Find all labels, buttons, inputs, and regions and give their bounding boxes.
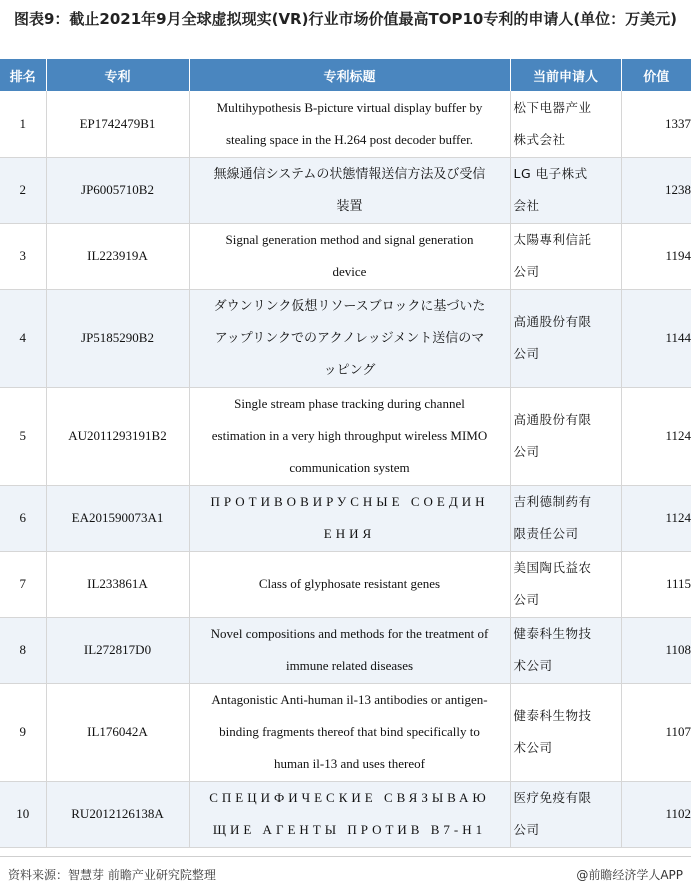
cell-patent-title — [189, 485, 510, 551]
cell-patent-title — [189, 223, 510, 289]
applicant-line: 公司 — [513, 592, 540, 607]
cell-value: 1337 — [621, 91, 691, 157]
cell-applicant — [510, 387, 621, 485]
cell-patent-title — [189, 289, 510, 387]
applicant-line: 株式会社 — [513, 131, 566, 147]
patent-title-line: device — [332, 264, 367, 279]
patent-title-line: Multihypothesis B-picture virtual display buffer by — [216, 99, 483, 115]
patent-title-line: human il-13 and uses thereof — [274, 756, 425, 771]
table-row — [0, 289, 691, 387]
cell-patent-title — [189, 683, 510, 781]
table-row — [0, 683, 691, 781]
patent-title-line: Signal generation method and signal generation — [225, 232, 474, 247]
applicant-line: 吉利德制药有 — [513, 494, 592, 509]
cell-patent: EP1742479B1 — [46, 91, 189, 157]
applicant-line: 术公司 — [513, 658, 553, 673]
patent-title-line: アップリンクでのアクノレッジメント送信のマ — [214, 330, 485, 345]
cell-value: 1107 — [621, 683, 691, 781]
table-header-row — [0, 59, 691, 91]
table-body — [0, 91, 691, 847]
cell-patent: EA201590073A1 — [46, 485, 189, 551]
patent-title-line: ッピング — [323, 362, 376, 377]
source-note: 资料来源：智慧芽 前瞻产业研究院整理 — [8, 868, 216, 882]
header-rank: 排名 — [0, 59, 46, 91]
cell-value: 1108 — [621, 617, 691, 683]
cell-rank: 3 — [0, 223, 46, 289]
header-applicant: 当前申请人 — [510, 59, 621, 91]
cell-applicant — [510, 91, 621, 157]
cell-patent: IL233861A — [46, 551, 189, 617]
patent-title-line: estimation in a very high throughput wireless MIMO — [211, 428, 488, 443]
applicant-line: 公司 — [513, 264, 540, 279]
applicant-line: 高通股份有限 — [513, 412, 592, 427]
patent-title-line: immune related diseases — [285, 658, 414, 673]
applicant-line: 会社 — [513, 198, 540, 213]
cell-value: 1238 — [621, 157, 691, 223]
cell-patent: AU2011293191B2 — [46, 387, 189, 485]
cell-value: 1194 — [621, 223, 691, 289]
applicant-line: 松下电器产业 — [513, 99, 592, 115]
header-patent-title: 专利标题 — [189, 59, 510, 91]
patent-title-line: Single stream phase tracking during channel — [234, 396, 465, 411]
table-row — [0, 387, 691, 485]
cell-patent-title — [189, 387, 510, 485]
table-row — [0, 551, 691, 617]
applicant-line: 健泰科生物技 — [513, 708, 592, 723]
cell-patent-title — [189, 617, 510, 683]
patent-title-line: 無線通信システムの状態情報送信方法及び受信 — [213, 166, 486, 181]
brand-mark: @前瞻经济学人APP — [576, 868, 683, 882]
table-row — [0, 223, 691, 289]
patent-title-line: СПЕЦИФИЧЕСКИЕ СВЯЗЫВАЮ — [209, 790, 490, 805]
cell-applicant — [510, 781, 621, 847]
cell-patent: JP5185290B2 — [46, 289, 189, 387]
patent-title-line: ПРОТИВОВИРУСНЫЕ СОЕДИН — [210, 494, 489, 509]
cell-applicant — [510, 551, 621, 617]
patent-title-line: binding fragments thereof that bind specifically to — [219, 724, 480, 739]
cell-patent: IL272817D0 — [46, 617, 189, 683]
patent-title-line: communication system — [289, 460, 410, 475]
patent-title-line: ЩИЕ АГЕНТЫ ПРОТИВ B7-H1 — [212, 822, 487, 837]
patent-title-line: Antagonistic Anti-human il-13 antibodies or antigen- — [211, 692, 488, 707]
cell-patent: IL223919A — [46, 223, 189, 289]
table-row — [0, 781, 691, 847]
applicant-line: 美国陶氏益农 — [513, 560, 592, 575]
applicant-line: 限责任公司 — [513, 526, 579, 541]
cell-applicant — [510, 683, 621, 781]
table-row — [0, 91, 691, 157]
patent-table — [0, 59, 691, 848]
cell-value: 1144 — [621, 289, 691, 387]
applicant-line: LG 电子株式 — [513, 166, 588, 181]
table-row — [0, 617, 691, 683]
footer — [0, 856, 691, 891]
table-row — [0, 157, 691, 223]
cell-patent: JP6005710B2 — [46, 157, 189, 223]
patent-title-line: Novel compositions and methods for the treatment of — [210, 626, 489, 641]
applicant-line: 公司 — [513, 346, 540, 361]
cell-value: 1102 — [621, 781, 691, 847]
cell-rank: 6 — [0, 485, 46, 551]
cell-patent-title — [189, 157, 510, 223]
patent-title-line: Class of glyphosate resistant genes — [258, 576, 441, 591]
cell-rank: 4 — [0, 289, 46, 387]
cell-patent: RU2012126138A — [46, 781, 189, 847]
cell-applicant — [510, 157, 621, 223]
header-patent: 专利 — [46, 59, 189, 91]
patent-title-line: ЕНИЯ — [323, 526, 376, 541]
cell-patent-title — [189, 781, 510, 847]
cell-patent-title — [189, 551, 510, 617]
cell-rank: 10 — [0, 781, 46, 847]
applicant-line: 公司 — [513, 444, 540, 459]
patent-title-line: stealing space in the H.264 post decoder buffer. — [225, 131, 474, 147]
cell-rank: 7 — [0, 551, 46, 617]
cell-value: 1124 — [621, 485, 691, 551]
applicant-line: 高通股份有限 — [513, 314, 592, 329]
applicant-line: 健泰科生物技 — [513, 626, 592, 641]
cell-rank: 1 — [0, 91, 46, 157]
applicant-line: 医疗免疫有限 — [513, 790, 592, 805]
cell-applicant — [510, 617, 621, 683]
header-value: 价值 — [621, 59, 691, 91]
cell-value: 1115 — [621, 551, 691, 617]
chart-title: 图表9：截止2021年9月全球虚拟现实(VR)行业市场价值最高TOP10专利的申请人(单位：万美元) — [13, 10, 678, 28]
applicant-line: 公司 — [513, 822, 540, 837]
cell-rank: 5 — [0, 387, 46, 485]
cell-applicant — [510, 223, 621, 289]
applicant-line: 术公司 — [513, 740, 553, 755]
cell-value: 1124 — [621, 387, 691, 485]
cell-rank: 9 — [0, 683, 46, 781]
cell-rank: 8 — [0, 617, 46, 683]
cell-rank: 2 — [0, 157, 46, 223]
cell-applicant — [510, 485, 621, 551]
applicant-line: 太陽專利信託 — [513, 232, 592, 247]
cell-patent: IL176042A — [46, 683, 189, 781]
patent-title-line: 装置 — [336, 198, 363, 213]
table-row — [0, 485, 691, 551]
patent-title-line: ダウンリンク仮想リソースブロックに基づいた — [213, 298, 486, 313]
cell-patent-title — [189, 91, 510, 157]
cell-applicant — [510, 289, 621, 387]
